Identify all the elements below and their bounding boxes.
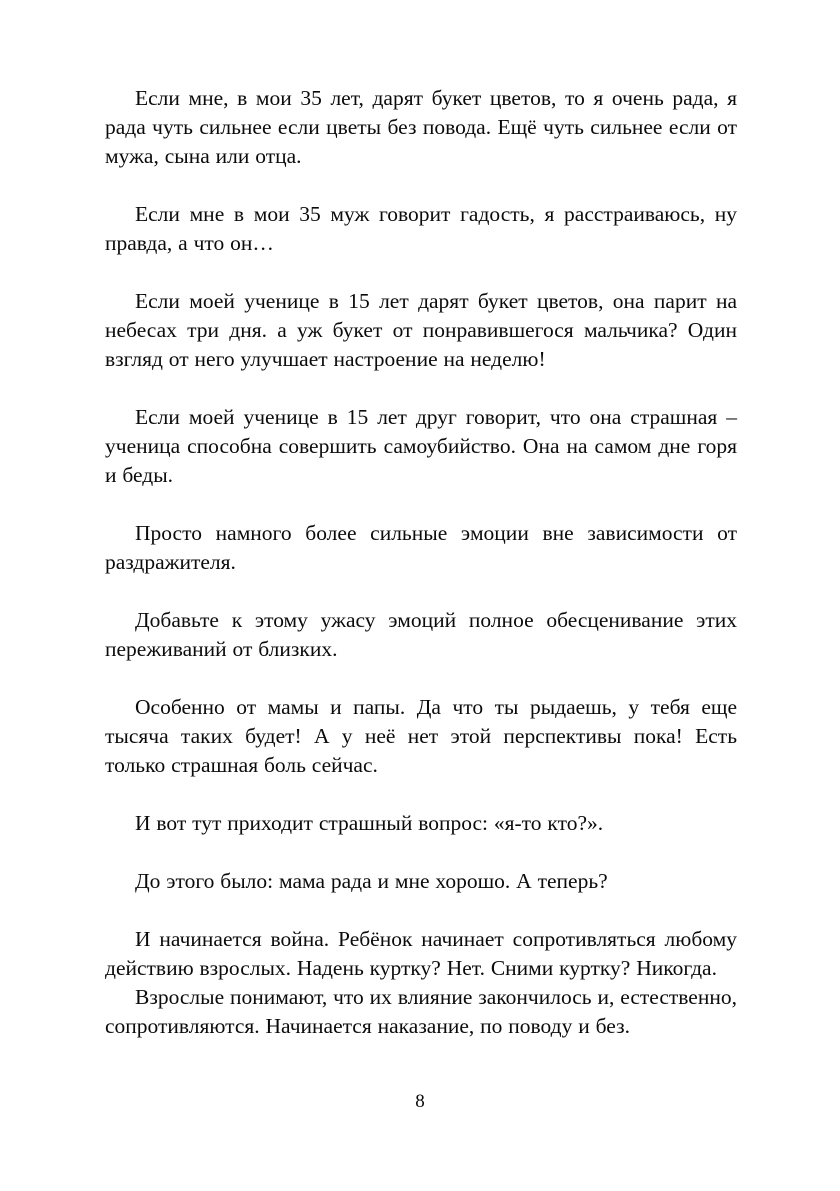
paragraph-group xyxy=(105,606,737,664)
paragraph-group xyxy=(105,84,737,171)
paragraph: Просто намного более сильные эмоции вне зависимости от раздражителя. xyxy=(105,521,737,574)
paragraph-group xyxy=(105,519,737,577)
paragraph-group xyxy=(105,200,737,258)
page-number: 8 xyxy=(415,1091,425,1112)
paragraph: Если мне в мои 35 муж говорит гадость, я расстраиваюсь, ну правда, а что он… xyxy=(105,202,737,255)
paragraph: Особенно от мамы и папы. Да что ты рыдаешь, у тебя еще тысяча таких будет! А у неё нет этой перспективы пока! Есть только страшная боль сейчас. xyxy=(105,695,737,777)
paragraph: И начинается война. Ребёнок начинает сопротивляться любому действию взрослых. Надень куртку? Нет. Сними куртку? Никогда. xyxy=(105,927,737,980)
page-text xyxy=(105,84,737,1041)
paragraph-group xyxy=(105,925,737,1041)
paragraph-group xyxy=(105,287,737,374)
paragraph: И вот тут приходит страшный вопрос: «я-то кто?». xyxy=(135,811,604,835)
paragraph-group xyxy=(105,809,737,838)
paragraph: Взрослые понимают, что их влияние закончилось и, естественно, сопротивляются. Начинается наказание, по поводу и без. xyxy=(105,985,737,1038)
paragraph: Если моей ученице в 15 лет дарят букет цветов, она парит на небесах три дня. а уж букет от понравившегося мальчика? Один взгляд от него улучшает настроение на неделю! xyxy=(105,289,737,371)
paragraph: До этого было: мама рада и мне хорошо. А теперь? xyxy=(135,869,608,893)
paragraph-group xyxy=(105,403,737,490)
paragraph: Если мне, в мои 35 лет, дарят букет цветов, то я очень рада, я рада чуть сильнее если цветы без повода. Ещё чуть сильнее если от мужа, сына или отца. xyxy=(105,86,737,168)
paragraph: Если моей ученице в 15 лет друг говорит, что она страшная – ученица способна совершить самоубийство. Она на самом дне горя и беды. xyxy=(105,405,737,487)
paragraph-group xyxy=(105,867,737,896)
paragraph-group xyxy=(105,693,737,780)
paragraph: Добавьте к этому ужасу эмоций полное обесценивание этих переживаний от близких. xyxy=(105,608,737,661)
